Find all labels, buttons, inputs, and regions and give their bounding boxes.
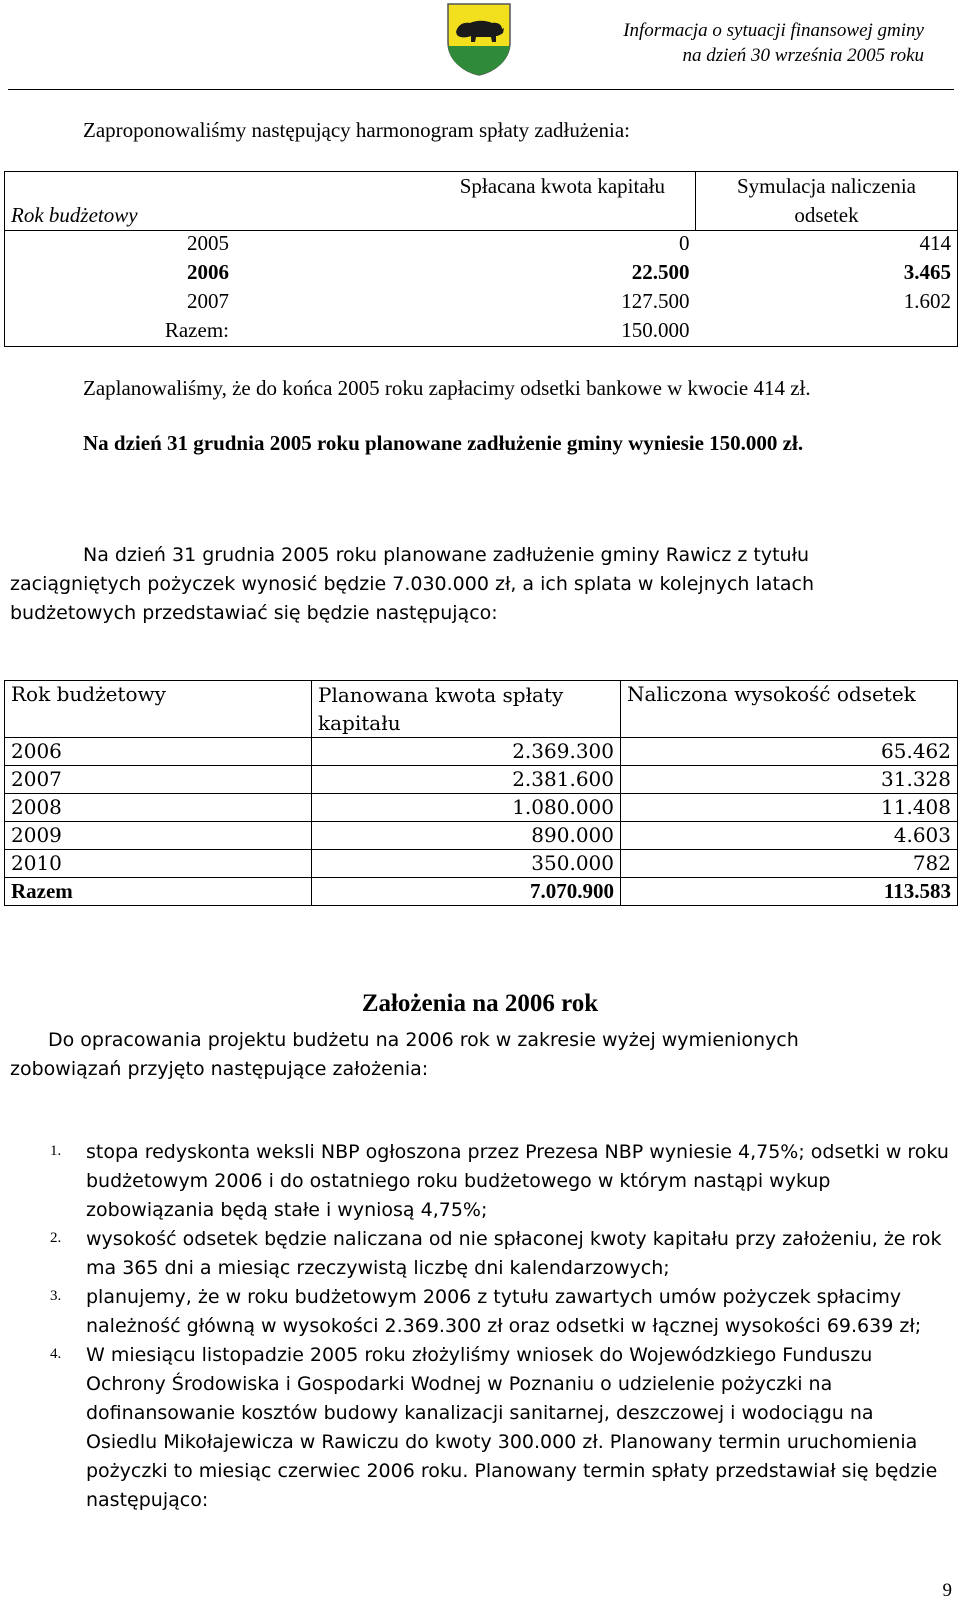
table-row: 2007 127.500 1.602 — [5, 289, 958, 318]
table-total-row: Razem: 150.000 — [5, 318, 958, 347]
col-header-year: Rok budżetowy — [5, 172, 320, 231]
list-item: 2. wysokość odsetek będzie naliczana od nie spłaconej kwoty kapitału przy założeniu, że rok ma 365 dni a miesiąc rzeczywistą liczbę dni kalendarzowych; — [50, 1228, 942, 1279]
table-row: 2006 2.369.300 65.462 — [5, 738, 958, 766]
col-header-interest: Naliczona wysokość odsetek — [621, 681, 958, 738]
col-header-capital: Planowana kwota spłaty kapitału — [312, 681, 621, 738]
paragraph-interest-2005: Zaplanowaliśmy, że do końca 2005 roku zapłacimy odsetki bankowe w kwocie 414 zł. — [83, 376, 811, 400]
header-divider — [8, 89, 954, 90]
assumptions-intro: Do opracowania projektu budżetu na 2006 rok w zakresie wyżej wymienionych zobowiązań przyjęto następujące założenia: — [10, 1029, 799, 1080]
table-row: 2009 890.000 4.603 — [5, 822, 958, 850]
table-total-row: Razem 7.070.900 113.583 — [5, 878, 958, 906]
intro-text: Zaproponowaliśmy następujący harmonogram spłaty zadłużenia: — [83, 118, 630, 142]
table-row: 2005 0 414 — [5, 231, 958, 260]
list-item: 3. planujemy, że w roku budżetowym 2006 z tytułu zawartych umów pożyczek spłacimy należność główną w wysokości 2.369.300 zł oraz odsetki w łącznej wysokości 69.639 zł; — [50, 1286, 922, 1337]
paragraph-loans: Na dzień 31 grudnia 2005 roku planowane zadłużenie gminy Rawicz z tytułu zaciągniętych pożyczek wynosić będzie 7.030.000 zł, a ich splata w kolejnych latach budżetowych przedstawiać się będzie następująco: — [10, 544, 815, 624]
table-row: 2006 22.500 3.465 — [5, 260, 958, 289]
col-header-capital: Spłacana kwota kapitału — [319, 172, 696, 231]
page-number: 9 — [942, 1580, 952, 1601]
header-line-2: na dzień 30 września 2005 roku — [682, 45, 924, 66]
bear-crest-icon — [446, 2, 512, 76]
assumptions-list — [50, 1138, 950, 1515]
list-item: 4. W miesiącu listopadzie 2005 roku złożyliśmy wniosek do Wojewódzkiego Funduszu Ochrony Środowiska i Gospodarki Wodnej w Poznaniu o udzielenie pożyczki na dofinansowanie kosztów budowy kanalizacji sanitarnej, deszczowej i wodociągu na Osiedlu Mikołajewicza w Rawiczu do kwoty 300.000 zł. Planowany termin uruchomienia pożyczki to miesiąc czerwiec 2006 roku. Planowany termin spłaty przedstawiał się będzie następująco: — [50, 1344, 938, 1511]
section-title: Założenia na 2006 rok — [361, 990, 599, 1017]
loan-repayment-table — [4, 680, 958, 906]
table-row: 2008 1.080.000 11.408 — [5, 794, 958, 822]
table-row: 2010 350.000 782 — [5, 850, 958, 878]
col-header-interest: Symulacja naliczenia odsetek — [696, 172, 958, 231]
paragraph-debt-end-2005: Na dzień 31 grudnia 2005 roku planowane zadłużenie gminy wyniesie 150.000 zł. — [83, 431, 804, 455]
table-row: 2007 2.381.600 31.328 — [5, 766, 958, 794]
repayment-schedule-table — [4, 171, 958, 347]
list-item: 1. stopa redyskonta weksli NBP ogłoszona przez Prezesa NBP wyniesie 4,75%; odsetki w roku budżetowym 2006 i do ostatniego roku budżetowego w którym nastąpi wykup zobowiązania będą stałe i wyniosą 4,75%; — [50, 1141, 949, 1221]
document-header — [623, 18, 924, 68]
header-line-1: Informacja o sytuacji finansowej gminy — [623, 20, 924, 41]
col-header-year: Rok budżetowy — [5, 681, 312, 738]
